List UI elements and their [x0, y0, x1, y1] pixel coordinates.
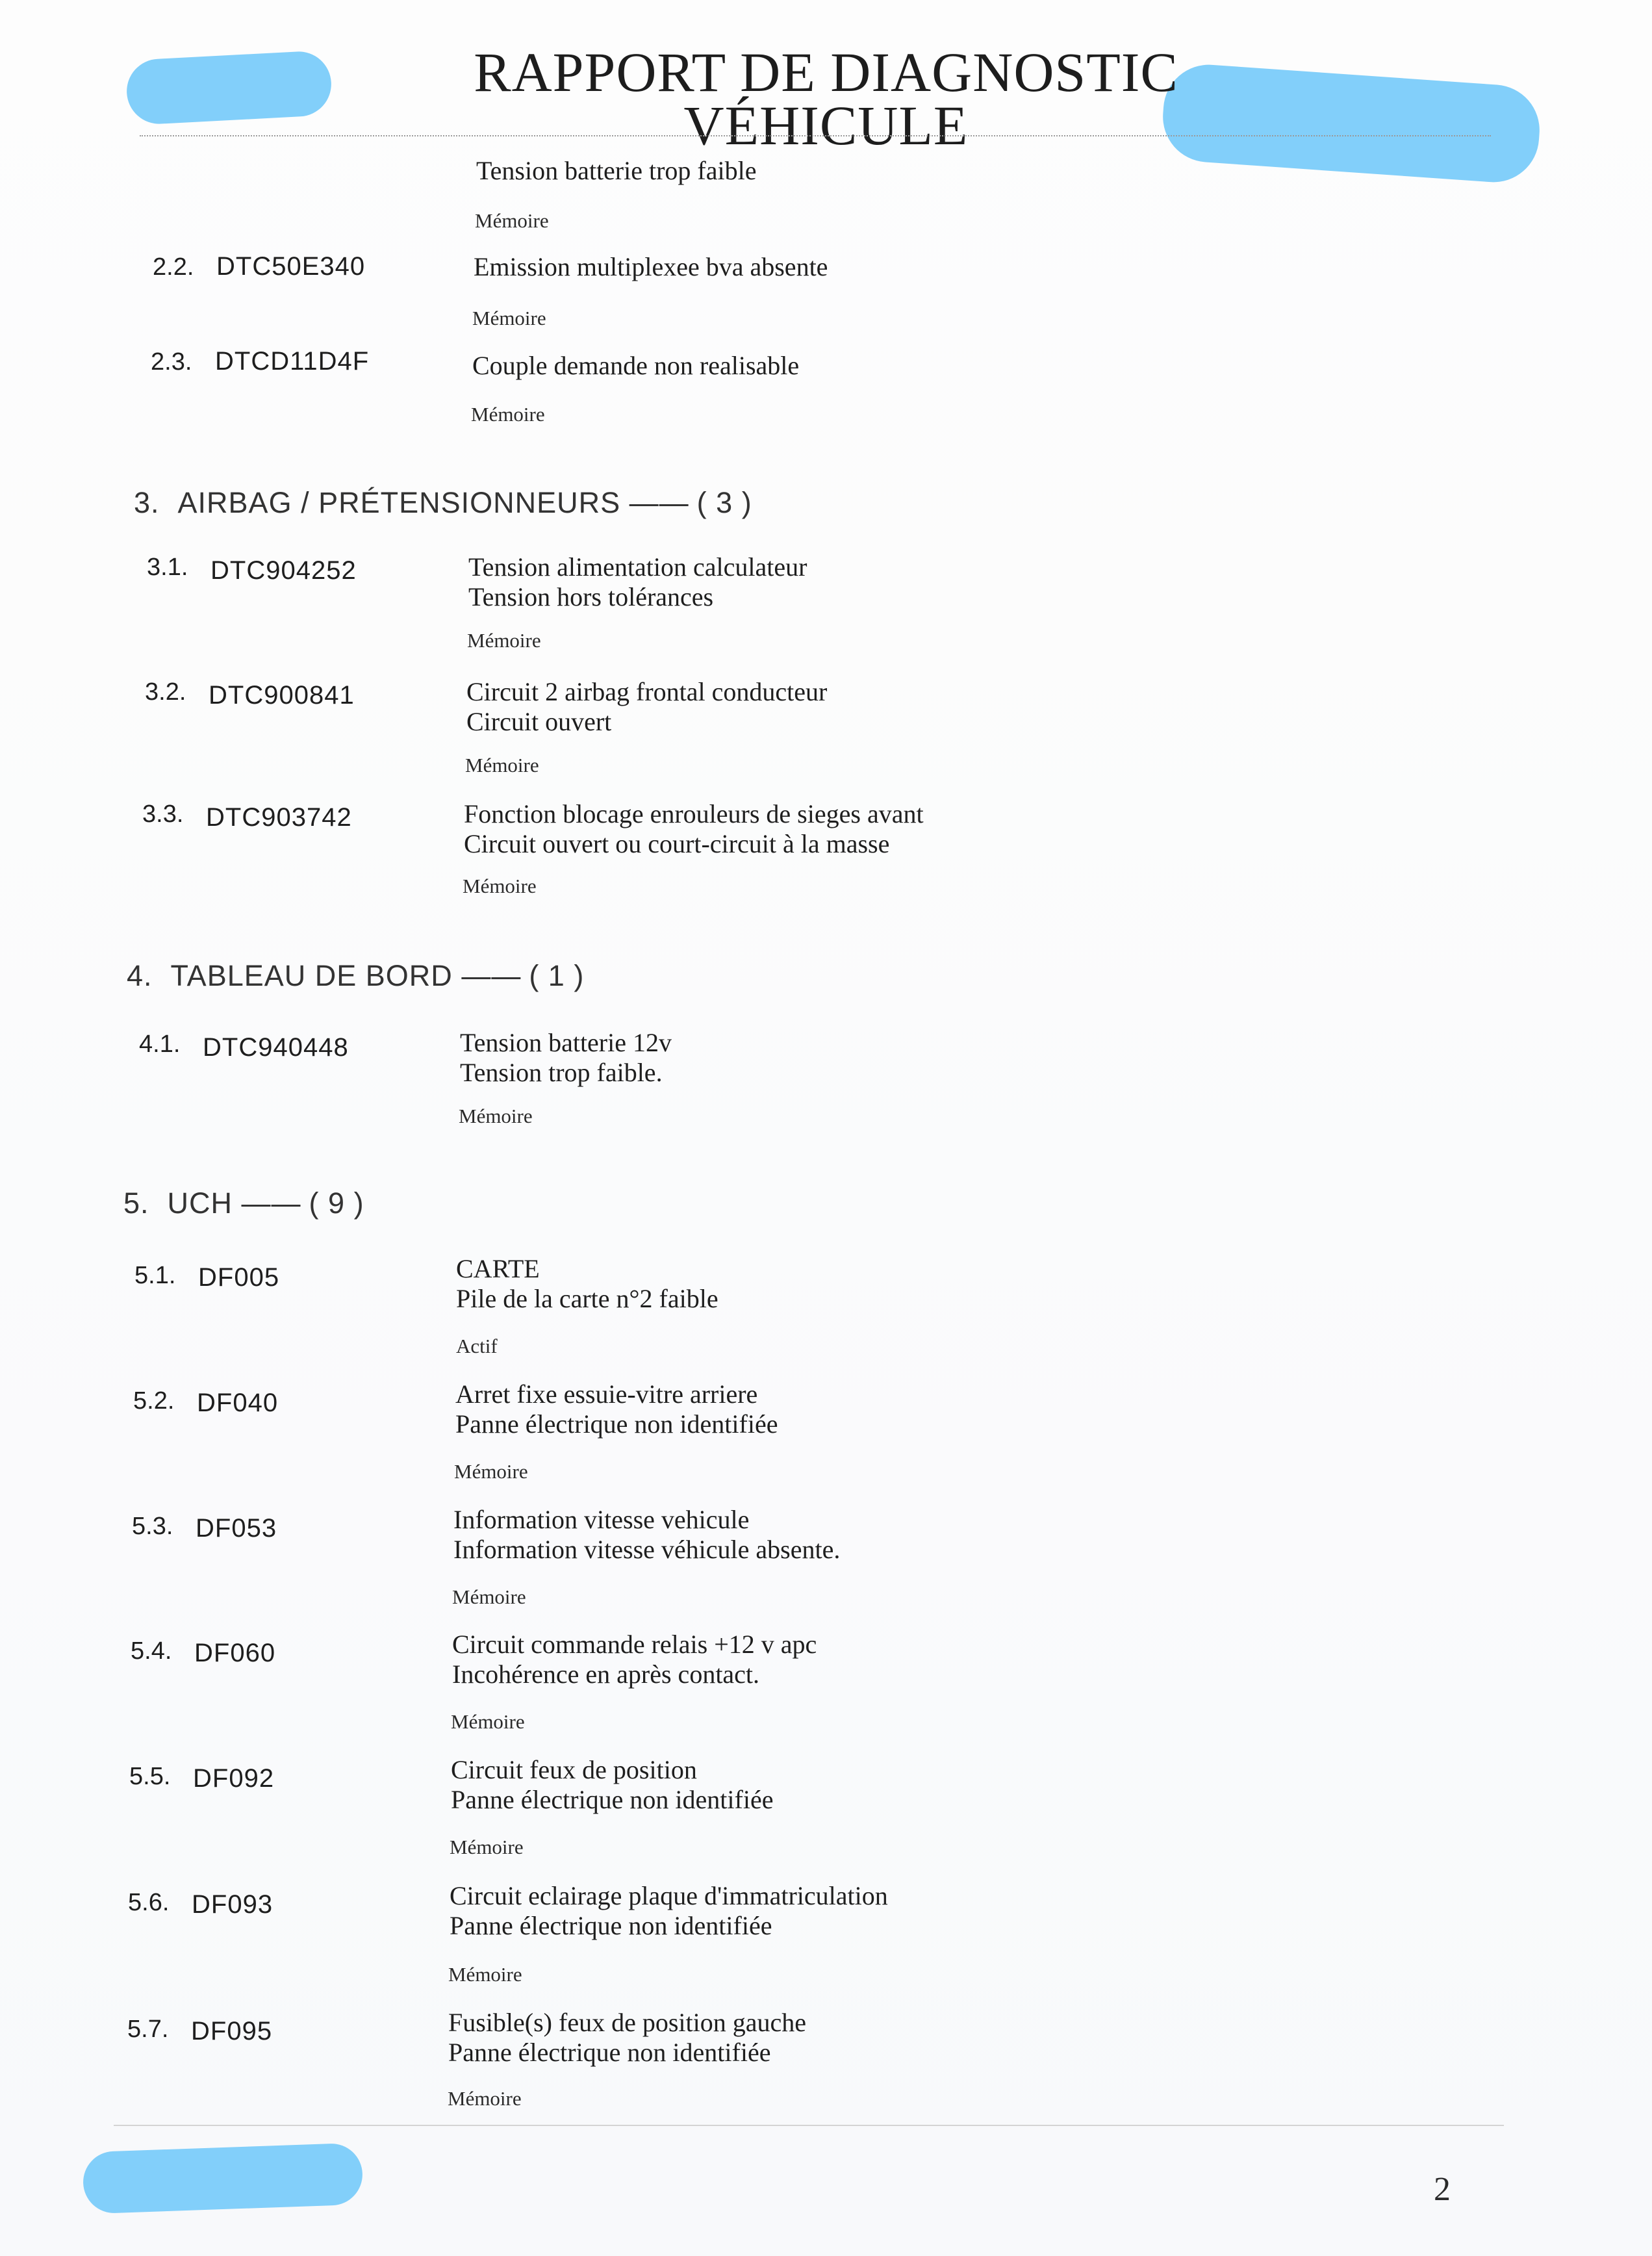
fault-number: 3.2.: [145, 678, 186, 706]
fault-number: 3.1.: [147, 554, 188, 581]
fault-code: DTC903742: [206, 803, 352, 832]
fault-number: 5.2.: [133, 1387, 175, 1415]
fault-number: 4.1.: [139, 1031, 181, 1058]
fault-description: [448, 2008, 806, 2068]
fault-description-line: Tension batterie trop faible: [476, 156, 757, 185]
fault-status: Mémoire: [471, 403, 545, 426]
section-name: AIRBAG / PRÉTENSIONNEURS: [177, 486, 621, 519]
section-number: 3.: [134, 486, 160, 519]
fault-description-line: Fusible(s) feux de position gauche: [448, 2008, 806, 2037]
section-number: 5.: [123, 1186, 149, 1220]
fault-number: 2.2.: [153, 253, 194, 281]
section-name: TABLEAU DE BORD: [170, 959, 453, 992]
fault-status: Mémoire: [452, 1585, 526, 1608]
fault-status: Mémoire: [467, 629, 541, 652]
section-dash: ——: [241, 1186, 301, 1220]
fault-status: Mémoire: [465, 754, 539, 776]
header-divider: [140, 135, 1491, 136]
fault-description: [452, 1630, 817, 1689]
fault-status: Mémoire: [448, 1963, 522, 1986]
fault-description-line: Arret fixe essuie-vitre arriere: [455, 1379, 758, 1409]
section-count: ( 1 ): [529, 959, 585, 992]
fault-description-line: Panne électrique non identifiée: [451, 1785, 774, 1814]
section-number: 4.: [127, 959, 153, 992]
fault-description: [456, 1254, 718, 1314]
fault-description-line: Incohérence en après contact.: [452, 1660, 760, 1689]
fault-number: 5.6.: [128, 1889, 170, 1916]
fault-description: [474, 252, 828, 282]
fault-status: Mémoire: [448, 2087, 522, 2110]
fault-code: DF053: [196, 1514, 277, 1543]
title-line-1: RAPPORT DE DIAGNOSTIC: [474, 41, 1178, 103]
fault-status: Mémoire: [459, 1105, 533, 1127]
fault-number: 3.3.: [142, 801, 184, 828]
section-heading: [134, 486, 752, 520]
fault-description: [472, 351, 799, 381]
fault-description-line: Circuit commande relais +12 v apc: [452, 1630, 817, 1659]
fault-description-line: Tension hors tolérances: [468, 582, 714, 611]
fault-code: DTC900841: [209, 681, 355, 710]
fault-description-line: Couple demande non realisable: [472, 351, 800, 380]
fault-code: DF040: [197, 1389, 279, 1417]
fault-description: [450, 1881, 888, 1941]
fault-description-line: Tension alimentation calculateur: [468, 552, 807, 582]
fault-description-line: Circuit ouvert ou court-circuit à la masse: [464, 829, 890, 858]
title-line-2: VÉHICULE: [683, 94, 969, 157]
footer-divider: [114, 2125, 1504, 2126]
fault-status: Actif: [456, 1335, 498, 1357]
fault-status: Mémoire: [475, 209, 549, 232]
fault-code: DTC50E340: [216, 252, 366, 281]
fault-description: [476, 156, 756, 186]
fault-number: 5.1.: [134, 1262, 176, 1289]
section-heading: [127, 959, 584, 993]
fault-status: Mémoire: [472, 307, 546, 329]
fault-description-line: Panne électrique non identifiée: [455, 1409, 778, 1439]
fault-description: [455, 1379, 778, 1439]
fault-description-line: Information vitesse vehicule: [453, 1505, 750, 1534]
fault-code: DF095: [191, 2017, 273, 2045]
section-name: UCH: [167, 1186, 233, 1220]
section-count: ( 3 ): [696, 486, 752, 519]
fault-code: DF005: [198, 1263, 280, 1292]
fault-description: [466, 677, 827, 737]
fault-description-line: Circuit 2 airbag frontal conducteur: [466, 677, 828, 706]
fault-description-line: Panne électrique non identifiée: [450, 1911, 772, 1940]
fault-description-line: Tension batterie 12v: [460, 1028, 672, 1057]
fault-description-line: Tension trop faible.: [460, 1058, 663, 1087]
fault-status: Mémoire: [451, 1710, 525, 1733]
fault-description-line: Emission multiplexee bva absente: [474, 252, 828, 281]
fault-number: 5.5.: [129, 1763, 171, 1790]
fault-code: DF093: [192, 1890, 273, 1919]
fault-description-line: Fonction blocage enrouleurs de sieges avant: [464, 799, 924, 828]
fault-description: [453, 1505, 840, 1565]
fault-description: [460, 1028, 672, 1088]
fault-code: DTC904252: [210, 556, 357, 585]
section-dash: ——: [461, 959, 522, 992]
fault-description-line: Pile de la carte n°2 faible: [456, 1284, 718, 1313]
fault-code: DF060: [194, 1639, 276, 1667]
fault-description: [468, 552, 807, 612]
fault-description-line: Circuit eclairage plaque d'immatriculation: [450, 1881, 888, 1910]
fault-number: 5.3.: [132, 1513, 173, 1540]
redaction-mark: [82, 2143, 363, 2214]
section-count: ( 9 ): [309, 1186, 364, 1220]
section-heading: [123, 1186, 364, 1220]
fault-code: DTCD11D4F: [215, 347, 370, 376]
fault-number: 5.4.: [131, 1637, 172, 1665]
fault-code: DF092: [193, 1764, 275, 1793]
fault-number: 5.7.: [127, 2016, 169, 2043]
fault-description-line: Circuit ouvert: [466, 707, 612, 736]
fault-description-line: CARTE: [456, 1254, 540, 1283]
section-dash: ——: [629, 486, 689, 519]
fault-description-line: Circuit feux de position: [451, 1755, 697, 1784]
fault-status: Mémoire: [463, 875, 537, 897]
fault-status: Mémoire: [454, 1460, 528, 1483]
fault-description-line: Panne électrique non identifiée: [448, 2038, 771, 2067]
page-number: 2: [1434, 2171, 1451, 2208]
fault-code: DTC940448: [203, 1033, 349, 1062]
fault-status: Mémoire: [450, 1836, 524, 1858]
fault-number: 2.3.: [151, 348, 192, 376]
fault-description: [451, 1755, 773, 1815]
fault-description-line: Information vitesse véhicule absente.: [453, 1535, 841, 1564]
fault-description: [464, 799, 924, 859]
